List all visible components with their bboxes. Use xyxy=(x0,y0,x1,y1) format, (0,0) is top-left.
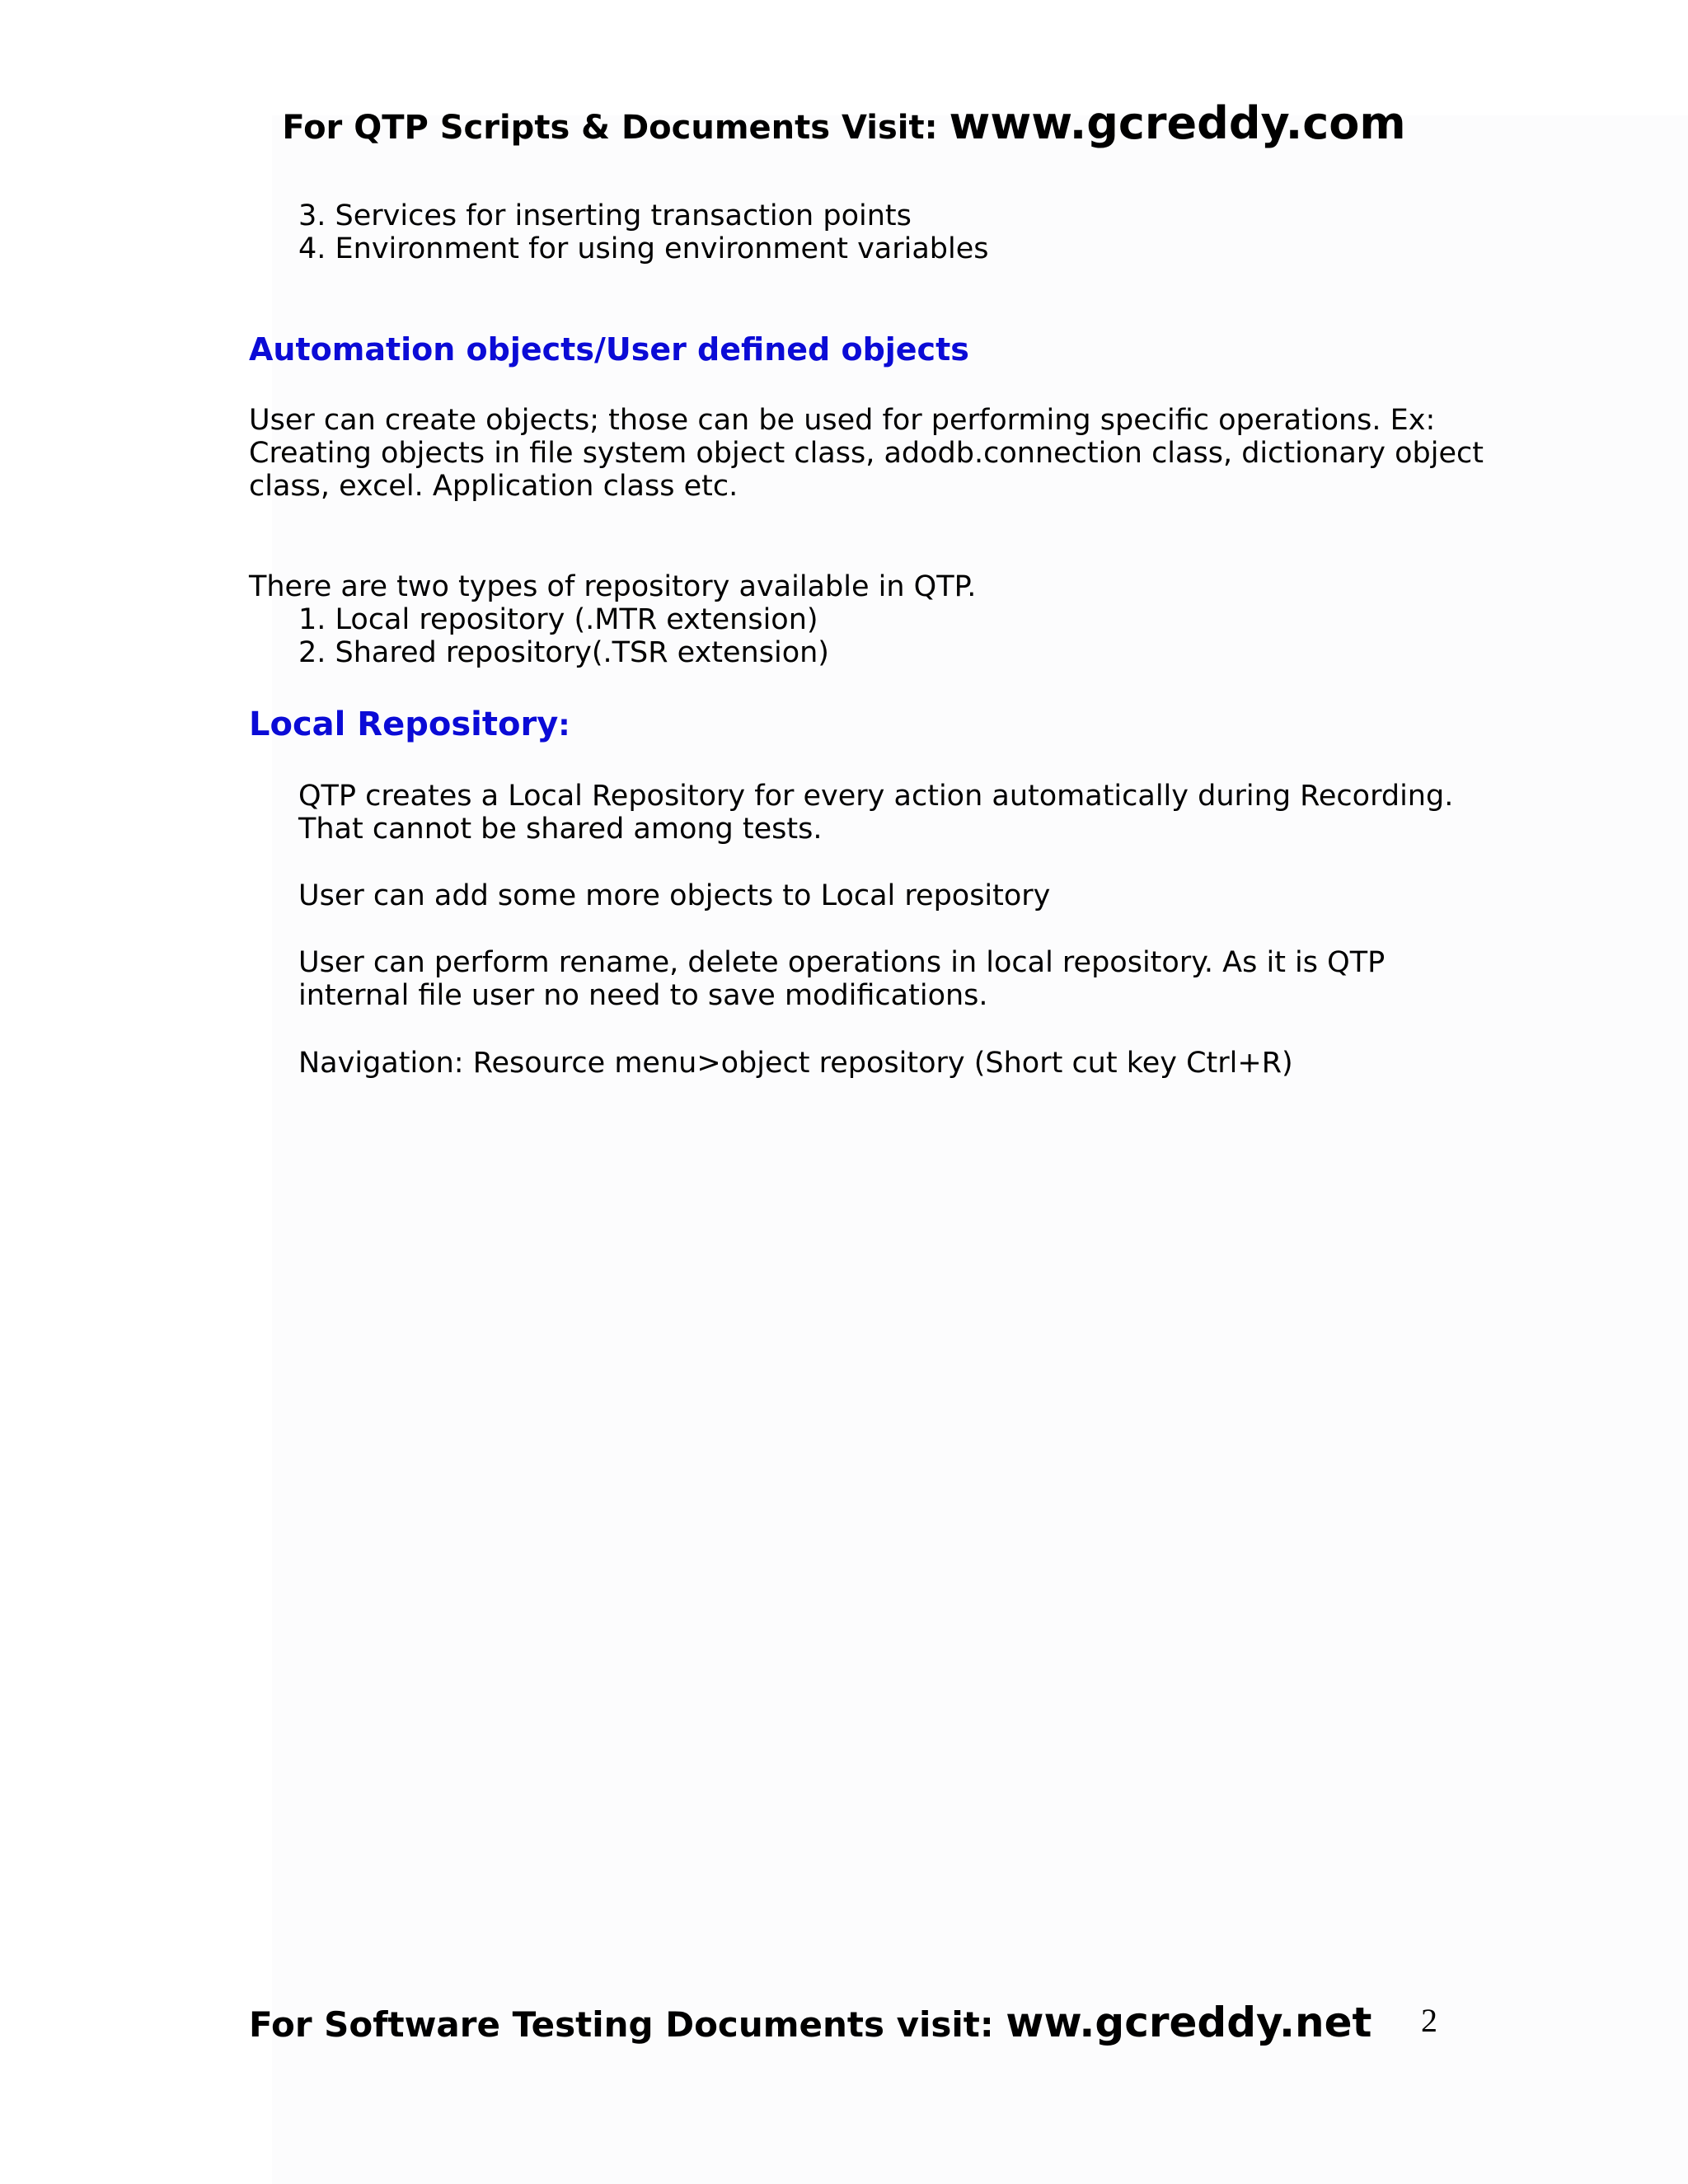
section-heading-local-repository xyxy=(249,705,570,743)
section-heading-automation: Automation objects/User defined objects xyxy=(249,331,969,368)
footer-prefix: For Software Testing Documents visit: xyxy=(249,2004,1006,2045)
paragraph-line: Creating objects in file system object class, adodb.connection class, dictionary object xyxy=(249,437,1484,470)
page-footer xyxy=(249,1999,1372,2046)
paragraph-line: internal file user no need to save modifications. xyxy=(298,979,988,1012)
paragraph-line: User can add some more objects to Local repository xyxy=(298,879,1051,912)
paragraph-line: That cannot be shared among tests. xyxy=(298,813,823,846)
page-header xyxy=(0,97,1688,149)
repository-intro: There are two types of repository available in QTP. xyxy=(249,570,977,603)
list-item: 1. Local repository (.MTR extension) xyxy=(298,603,818,636)
page-number: 2 xyxy=(1421,2002,1437,2039)
list-item: 3. Services for inserting transaction points xyxy=(298,199,912,232)
paragraph-line: class, excel. Application class etc. xyxy=(249,470,738,503)
heading-colon: : xyxy=(558,709,570,743)
navigation-text: Navigation: Resource menu>object repository (Short cut key Ctrl+R) xyxy=(298,1047,1293,1080)
header-url[interactable]: www.gcreddy.com xyxy=(949,97,1406,149)
paragraph-line: User can create objects; those can be used for performing specific operations. Ex: xyxy=(249,404,1436,437)
list-item: 2. Shared repository(.TSR extension) xyxy=(298,636,829,669)
header-prefix: For QTP Scripts & Documents Visit: xyxy=(282,109,950,147)
paragraph-line: QTP creates a Local Repository for every action automatically during Recording. xyxy=(298,780,1454,813)
footer-url[interactable]: ww.gcreddy.net xyxy=(1006,1999,1372,2046)
paragraph-line: User can perform rename, delete operations in local repository. As it is QTP xyxy=(298,946,1386,979)
heading-text: Local Repository xyxy=(249,705,559,743)
list-item: 4. Environment for using environment variables xyxy=(298,232,989,265)
